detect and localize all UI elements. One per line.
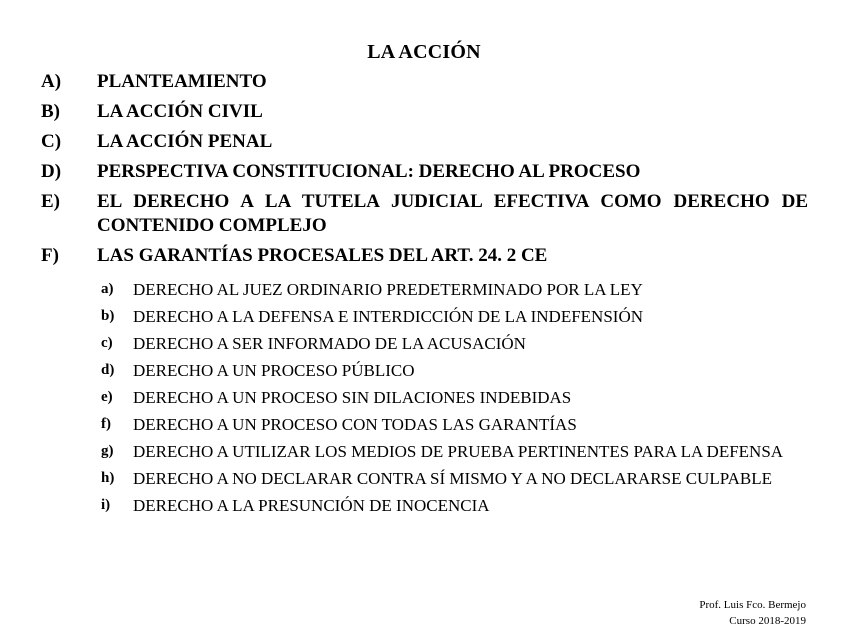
subsection-item: [101, 278, 807, 301]
slide-footer: [699, 597, 806, 629]
slide-title: LA ACCIÓN: [367, 41, 481, 63]
subsection-text: DERECHO A LA PRESUNCIÓN DE INOCENCIA: [133, 496, 490, 515]
subsection-text: DERECHO A NO DECLARAR CONTRA SÍ MISMO Y A NO DECLARARSE CULPABLE: [133, 469, 772, 488]
subsection-item: [101, 413, 807, 436]
subsection-letter: i): [101, 497, 111, 513]
footer-course: Curso 2018-2019: [729, 615, 806, 627]
section-letter: D): [41, 161, 62, 182]
subsection-text: DERECHO AL JUEZ ORDINARIO PREDETERMINADO POR LA LEY: [133, 280, 643, 299]
subsection-list: [101, 278, 807, 521]
footer-author: Prof. Luis Fco. Bermejo: [699, 599, 806, 611]
subsection-letter: h): [101, 470, 115, 486]
subsection-letter: b): [101, 308, 115, 324]
section-item: [41, 190, 808, 238]
section-text: LAS GARANTÍAS PROCESALES DEL ART. 24. 2 CE: [97, 245, 548, 266]
subsection-letter: d): [101, 362, 115, 378]
section-list: [41, 70, 808, 274]
section-item: [41, 244, 808, 268]
subsection-text: DERECHO A SER INFORMADO DE LA ACUSACIÓN: [133, 334, 526, 353]
subsection-item: [101, 305, 807, 328]
subsection-text: DERECHO A UN PROCESO PÚBLICO: [133, 361, 415, 380]
section-letter: B): [41, 101, 60, 122]
section-text: PLANTEAMIENTO: [97, 71, 267, 92]
section-text: PERSPECTIVA CONSTITUCIONAL: DERECHO AL PROCESO: [97, 161, 641, 182]
section-text: LA ACCIÓN CIVIL: [97, 101, 263, 122]
section-letter: E): [41, 191, 60, 212]
subsection-item: [101, 467, 807, 490]
subsection-letter: c): [101, 335, 113, 351]
section-letter: F): [41, 245, 59, 266]
subsection-item: [101, 359, 807, 382]
subsection-letter: g): [101, 443, 114, 459]
subsection-text: DERECHO A UN PROCESO CON TODAS LAS GARANTÍAS: [133, 415, 577, 434]
section-letter: C): [41, 131, 62, 152]
section-item: [41, 70, 808, 94]
subsection-item: [101, 386, 807, 409]
section-item: [41, 160, 808, 184]
subsection-letter: e): [101, 389, 113, 405]
section-text: LA ACCIÓN PENAL: [97, 131, 273, 152]
section-item: [41, 100, 808, 124]
subsection-text: DERECHO A UTILIZAR LOS MEDIOS DE PRUEBA PERTINENTES PARA LA DEFENSA: [133, 442, 784, 461]
subsection-item: [101, 440, 807, 463]
subsection-letter: f): [101, 416, 111, 432]
section-text: EL DERECHO A LA TUTELA JUDICIAL EFECTIVA COMO DERECHO DE CONTENIDO COMPLEJO: [97, 191, 808, 236]
subsection-item: [101, 332, 807, 355]
subsection-text: DERECHO A UN PROCESO SIN DILACIONES INDEBIDAS: [133, 388, 572, 407]
subsection-item: [101, 494, 807, 517]
subsection-text: DERECHO A LA DEFENSA E INTERDICCIÓN DE LA INDEFENSIÓN: [133, 307, 643, 326]
section-item: [41, 130, 808, 154]
subsection-letter: a): [101, 281, 114, 297]
section-letter: A): [41, 71, 62, 92]
